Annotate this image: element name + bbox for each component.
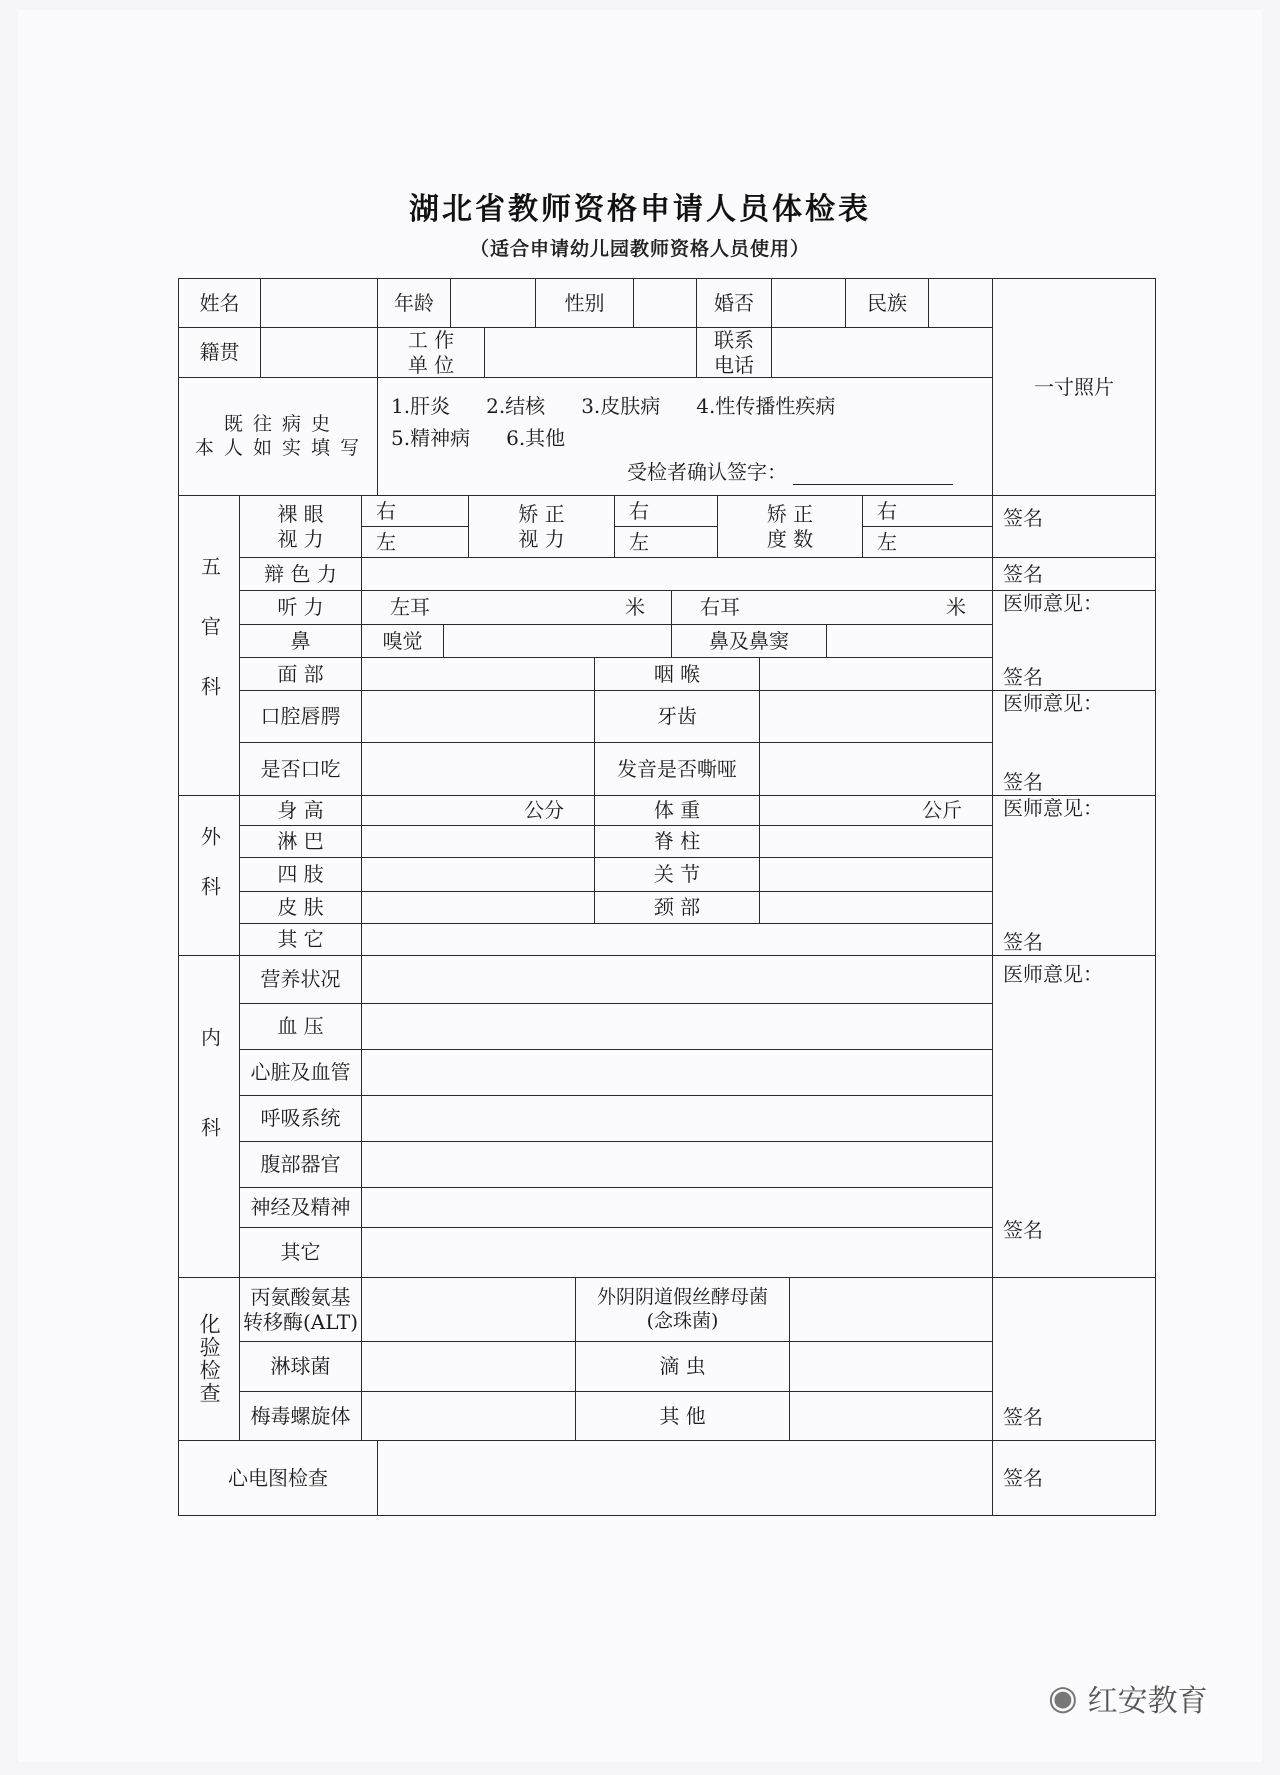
label-face: 面 部: [240, 658, 362, 691]
input-marital[interactable]: [772, 278, 846, 328]
wechat-icon: ◉: [1048, 1678, 1078, 1718]
watermark: [1048, 1676, 1208, 1720]
input-neuro[interactable]: [362, 1188, 993, 1228]
label-medical-history: 既 往 病 史 本 人 如 实 填 写: [178, 378, 378, 496]
label-neck: 颈 部: [595, 892, 760, 924]
input-syphilis[interactable]: [362, 1392, 576, 1441]
input-stutter[interactable]: [362, 743, 595, 796]
label-alt: 丙氨酸氨基 转移酶(ALT): [240, 1278, 362, 1342]
input-gender[interactable]: [634, 278, 697, 328]
input-left-ear[interactable]: 左耳 米: [362, 591, 672, 625]
input-throat[interactable]: [760, 658, 993, 691]
label-corrected-degree: 矫 正 度 数: [718, 496, 863, 558]
label-syphilis: 梅毒螺旋体: [240, 1392, 362, 1441]
label-gonococcus: 淋球菌: [240, 1342, 362, 1392]
label-trichomonas: 滴 虫: [576, 1342, 790, 1392]
input-gonococcus[interactable]: [362, 1342, 576, 1392]
confirm-label: 受检者确认签字：: [627, 460, 787, 484]
category-facial: 五官科: [178, 496, 240, 796]
label-color-vision: 辩 色 力: [240, 558, 362, 591]
input-right-ear[interactable]: 右耳 米: [672, 591, 993, 625]
label-name: 姓名: [178, 278, 261, 328]
input-work-unit[interactable]: [485, 328, 697, 378]
label-native-place: 籍贯: [178, 328, 261, 378]
label-sinus: 鼻及鼻窦: [672, 625, 827, 658]
label-heart: 心脏及血管: [240, 1050, 362, 1096]
input-name[interactable]: [261, 278, 378, 328]
input-native-place[interactable]: [261, 328, 378, 378]
label-spine: 脊 柱: [595, 826, 760, 858]
label-blood-pressure: 血 压: [240, 1004, 362, 1050]
input-lip-palate[interactable]: [362, 691, 595, 743]
input-blood-pressure[interactable]: [362, 1004, 993, 1050]
input-joints[interactable]: [760, 858, 993, 892]
naked-left[interactable]: 左: [362, 527, 469, 558]
input-smell[interactable]: [444, 625, 672, 658]
label-neuro: 神经及精神: [240, 1188, 362, 1228]
label-corrected-vision: 矫 正 视 力: [469, 496, 615, 558]
category-lab: 化验检查: [178, 1278, 240, 1441]
input-lymph[interactable]: [362, 826, 595, 858]
corrected-left[interactable]: 左: [615, 527, 718, 558]
input-teeth[interactable]: [760, 691, 993, 743]
label-lab-other: 其 他: [576, 1392, 790, 1441]
label-nutrition: 营养状况: [240, 956, 362, 1004]
input-alt[interactable]: [362, 1278, 576, 1342]
label-gender: 性别: [536, 278, 634, 328]
input-heart[interactable]: [362, 1050, 993, 1096]
label-lip-palate: 口腔唇腭: [240, 691, 362, 743]
photo-box[interactable]: 一寸照片: [993, 278, 1156, 496]
form-subtitle: （适合申请幼儿园教师资格人员使用）: [469, 238, 810, 260]
input-ecg[interactable]: [378, 1441, 993, 1516]
input-height[interactable]: 公分: [362, 796, 595, 826]
label-surgery-other: 其 它: [240, 924, 362, 956]
input-spine[interactable]: [760, 826, 993, 858]
input-internal-other[interactable]: [362, 1228, 993, 1278]
label-age: 年龄: [378, 278, 451, 328]
label-ecg: 心电图检查: [178, 1441, 378, 1516]
disease-mental[interactable]: 5.精神病: [391, 426, 471, 450]
degree-right[interactable]: 右: [863, 496, 993, 527]
label-teeth: 牙齿: [595, 691, 760, 743]
label-candida: 外阴阴道假丝酵母菌 (念珠菌): [576, 1278, 790, 1342]
examinee-confirm: [627, 456, 953, 485]
examinee-signature-line[interactable]: [793, 462, 953, 485]
input-neck[interactable]: [760, 892, 993, 924]
label-marital: 婚否: [697, 278, 772, 328]
internal-opinion-signature[interactable]: 医师意见： 签名: [993, 956, 1156, 1278]
input-skin[interactable]: [362, 892, 595, 924]
input-hoarse[interactable]: [760, 743, 993, 796]
input-ethnicity[interactable]: [929, 278, 993, 328]
label-stutter: 是否口吃: [240, 743, 362, 796]
label-throat: 咽 喉: [595, 658, 760, 691]
surgery-opinion-signature[interactable]: 医师意见： 签名: [993, 796, 1156, 956]
input-abdomen[interactable]: [362, 1142, 993, 1188]
form-title: 湖北省教师资格申请人员体检表: [409, 192, 871, 227]
label-limbs: 四 肢: [240, 858, 362, 892]
input-sinus[interactable]: [827, 625, 993, 658]
category-internal: 内科: [178, 956, 240, 1278]
label-lymph: 淋 巴: [240, 826, 362, 858]
corrected-right[interactable]: 右: [615, 496, 718, 527]
label-work-unit: 工 作 单 位: [378, 328, 485, 378]
disease-std[interactable]: 4.性传播性疾病: [696, 394, 836, 418]
category-surgery: 外科: [178, 796, 240, 956]
input-weight[interactable]: 公斤: [760, 796, 993, 826]
label-respiratory: 呼吸系统: [240, 1096, 362, 1142]
disease-list: [391, 390, 871, 454]
input-color-vision[interactable]: [362, 558, 993, 591]
disease-tuberculosis[interactable]: 2.结核: [486, 394, 546, 418]
naked-right[interactable]: 右: [362, 496, 469, 527]
input-phone[interactable]: [772, 328, 993, 378]
label-abdomen: 腹部器官: [240, 1142, 362, 1188]
disease-hepatitis[interactable]: 1.肝炎: [391, 394, 451, 418]
input-nutrition[interactable]: [362, 956, 993, 1004]
label-weight: 体 重: [595, 796, 760, 826]
input-lab-other[interactable]: [790, 1392, 993, 1441]
input-respiratory[interactable]: [362, 1096, 993, 1142]
label-skin: 皮 肤: [240, 892, 362, 924]
lab-signature[interactable]: 签名: [993, 1278, 1156, 1441]
label-ethnicity: 民族: [846, 278, 929, 328]
input-limbs[interactable]: [362, 858, 595, 892]
color-vision-signature[interactable]: 签名: [993, 558, 1156, 591]
input-face[interactable]: [362, 658, 595, 691]
vision-signature[interactable]: 签名: [993, 496, 1156, 558]
disease-skin[interactable]: 3.皮肤病: [581, 394, 661, 418]
label-joints: 关 节: [595, 858, 760, 892]
ent-opinion-signature[interactable]: 医师意见： 签名: [993, 591, 1156, 691]
label-hoarse: 发音是否嘶哑: [595, 743, 760, 796]
input-surgery-other[interactable]: [362, 924, 993, 956]
label-internal-other: 其它: [240, 1228, 362, 1278]
label-height: 身 高: [240, 796, 362, 826]
label-nose: 鼻: [240, 625, 362, 658]
input-trichomonas[interactable]: [790, 1342, 993, 1392]
disease-other[interactable]: 6.其他: [506, 426, 566, 450]
ecg-signature[interactable]: 签名: [993, 1441, 1156, 1516]
degree-left[interactable]: 左: [863, 527, 993, 558]
input-age[interactable]: [451, 278, 536, 328]
label-naked-vision: 裸 眼 视 力: [240, 496, 362, 558]
label-hearing: 听 力: [240, 591, 362, 625]
medical-exam-form: [178, 278, 1156, 1516]
oral-opinion-signature[interactable]: 医师意见： 签名: [993, 691, 1156, 796]
label-smell: 嗅觉: [362, 625, 444, 658]
watermark-text: 红安教育: [1087, 1684, 1208, 1719]
input-candida[interactable]: [790, 1278, 993, 1342]
label-phone: 联系 电话: [697, 328, 772, 378]
